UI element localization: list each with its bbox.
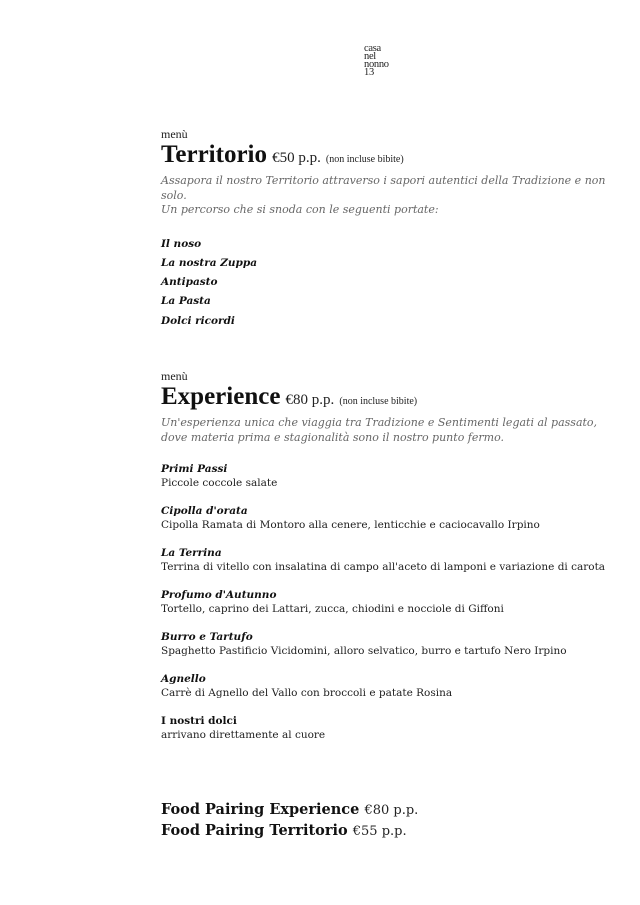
course-list [161,235,621,331]
dish-description: Terrina di vitello con insalatina di campo all'aceto di lamponi e variazione di carota [161,561,606,573]
dish-name: Agnello [161,673,206,685]
menu-experience [161,369,621,756]
dish-description: arrivano direttamente al cuore [161,729,326,741]
dish-item [161,546,621,574]
course-item: La Pasta [161,295,211,308]
pairing-name: Food Pairing Experience [161,801,360,818]
dish-name: Primi Passi [161,463,228,475]
dish-item [161,630,621,658]
dish-item [161,588,621,616]
dish-description: Tortello, caprino dei Lattari, zucca, chiodini e nocciole di Giffoni [161,603,504,615]
dish-name: Cipolla d'orata [161,505,248,517]
menu-title: Experience [161,383,281,410]
menu-title-line [161,141,621,174]
logo-line: casa [364,43,381,54]
dish-description: Cipolla Ramata di Montoro alla cenere, lenticchie e caciocavallo Irpino [161,519,540,531]
course-item: Antipasto [161,276,218,289]
course-item: Dolci ricordi [161,314,235,327]
dish-description: Carrè di Agnello del Vallo con broccoli e patate Rosina [161,687,453,699]
menu-title-line [161,383,621,416]
pairing-row [161,820,418,841]
menu-label: menù [161,369,188,383]
menu-price: €50 p.p. [272,150,321,166]
dish-list [161,462,621,742]
menu-intro [161,416,621,445]
logo-line: nel [364,51,376,62]
menu-territorio [161,127,621,331]
pairing-price: €55 p.p. [352,824,407,839]
restaurant-logo [364,45,389,77]
intro-line: Un'esperienza unica che viaggia tra Tradizione e Sentimenti legati al passato, [161,416,598,429]
dish-name: I nostri dolci [161,715,237,727]
dish-item [161,672,621,700]
dish-item [161,462,621,490]
course-item: La nostra Zuppa [161,256,258,269]
course-item: Il noso [161,237,202,250]
dish-item [161,714,621,742]
food-pairing [161,799,418,841]
logo-line: nonno [364,59,389,70]
menu-title: Territorio [161,141,267,168]
pairing-row [161,799,418,820]
intro-line: dove materia prima e stagionalità sono il nostro punto fermo. [161,430,505,444]
menu-label: menù [161,127,188,141]
dish-description: Piccole coccole salate [161,477,278,489]
logo-line: 13 [364,67,374,78]
menu-price: €80 p.p. [285,392,335,408]
dish-name: Burro e Tartufo [161,631,253,643]
intro-line: Assapora il nostro Territorio attraverso i sapori autentici della Tradizione e non solo. [161,174,606,202]
dish-description: Spaghetto Pastificio Vicidomini, alloro selvatico, burro e tartufo Nero Irpino [161,645,567,657]
dish-name: Profumo d'Autunno [161,589,277,601]
pairing-price: €80 p.p. [364,803,419,818]
intro-line: Un percorso che si snoda con le seguenti portate: [161,203,439,216]
menu-note: (non incluse bibite) [325,154,404,165]
menu-intro [161,174,621,218]
menu-note: (non incluse bibite) [339,396,418,407]
pairing-name: Food Pairing Territorio [161,822,348,839]
dish-name: La Terrina [161,547,222,559]
dish-item [161,504,621,532]
